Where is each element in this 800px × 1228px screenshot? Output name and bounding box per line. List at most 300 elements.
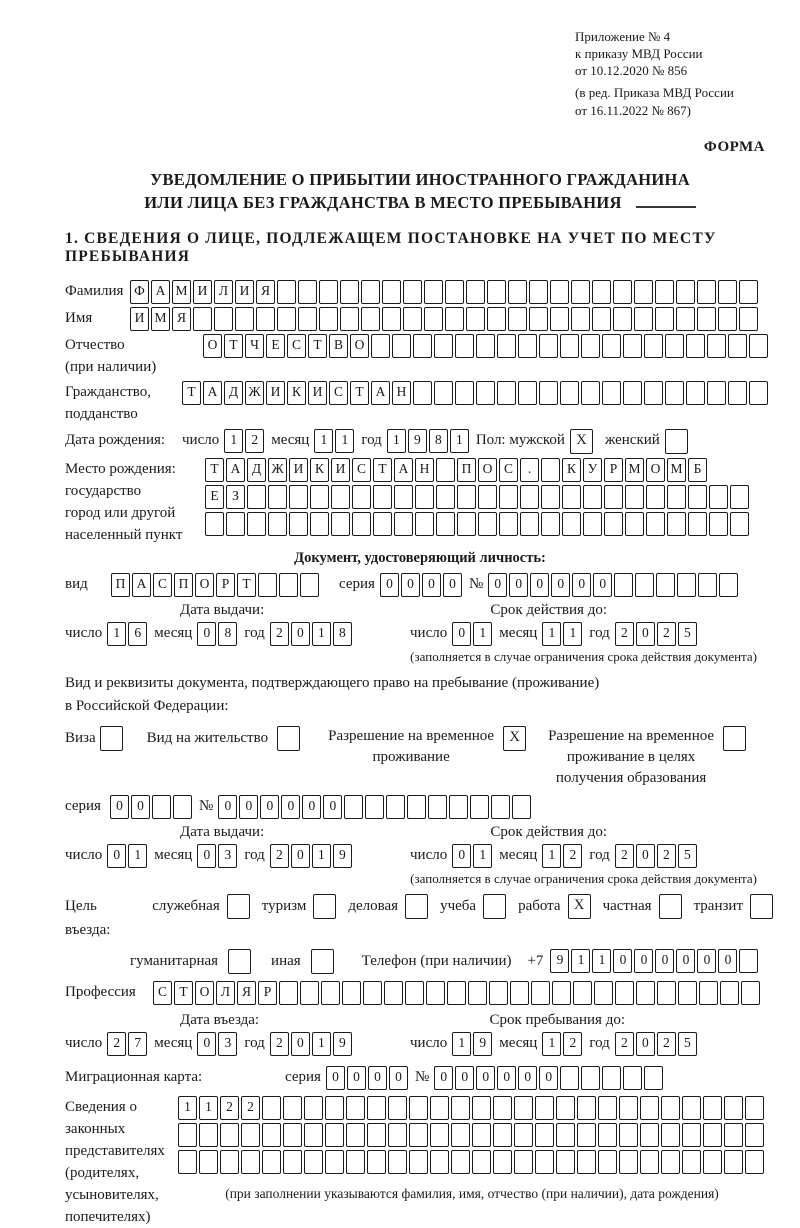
iddoc-issue-month-cells[interactable] <box>197 622 239 646</box>
cell[interactable] <box>497 381 516 405</box>
birthplace-row3-cells[interactable] <box>205 512 751 536</box>
cell[interactable] <box>667 512 686 536</box>
cell[interactable]: 1 <box>571 949 590 973</box>
cell[interactable]: О <box>195 981 214 1005</box>
cell[interactable] <box>466 280 485 304</box>
cell[interactable]: 0 <box>634 949 653 973</box>
cell[interactable] <box>424 280 443 304</box>
cell[interactable]: 2 <box>615 622 634 646</box>
cell[interactable] <box>447 981 466 1005</box>
cell[interactable]: 9 <box>408 429 427 453</box>
cell[interactable] <box>529 280 548 304</box>
cell[interactable] <box>699 981 718 1005</box>
cell[interactable]: 0 <box>422 573 441 597</box>
cell[interactable]: Н <box>392 381 411 405</box>
cell[interactable] <box>283 1096 302 1120</box>
iddoc-series-cells[interactable] <box>380 573 464 597</box>
cell[interactable] <box>468 981 487 1005</box>
cell[interactable]: Т <box>373 458 392 482</box>
cell[interactable]: С <box>287 334 306 358</box>
cell[interactable] <box>745 1150 764 1174</box>
cell[interactable] <box>298 307 317 331</box>
cell[interactable] <box>625 485 644 509</box>
cell[interactable]: Т <box>308 334 327 358</box>
entry-year-cells[interactable] <box>270 1032 354 1056</box>
cell[interactable] <box>724 1150 743 1174</box>
citizenship-cells[interactable] <box>182 381 770 405</box>
cell[interactable] <box>457 485 476 509</box>
cell[interactable] <box>667 485 686 509</box>
cell[interactable] <box>592 307 611 331</box>
cell[interactable] <box>518 334 537 358</box>
cell[interactable]: 2 <box>563 844 582 868</box>
cell[interactable] <box>405 981 424 1005</box>
entry-day-cells[interactable] <box>107 1032 149 1056</box>
cell[interactable]: 1 <box>542 622 561 646</box>
cell[interactable] <box>598 1096 617 1120</box>
cell[interactable] <box>709 512 728 536</box>
cell[interactable] <box>304 1150 323 1174</box>
cell[interactable] <box>342 981 361 1005</box>
cell[interactable] <box>392 334 411 358</box>
cell[interactable] <box>457 512 476 536</box>
cell[interactable] <box>497 334 516 358</box>
cell[interactable] <box>220 1150 239 1174</box>
migcard-series-cells[interactable] <box>326 1066 410 1090</box>
cell[interactable] <box>556 1096 575 1120</box>
cell[interactable]: С <box>153 573 172 597</box>
cell[interactable] <box>173 795 192 819</box>
cell[interactable] <box>749 334 768 358</box>
cell[interactable]: 2 <box>270 1032 289 1056</box>
cell[interactable] <box>493 1123 512 1147</box>
cell[interactable] <box>451 1150 470 1174</box>
cell[interactable] <box>466 307 485 331</box>
cell[interactable]: X <box>570 429 593 454</box>
cell[interactable] <box>581 381 600 405</box>
cell[interactable] <box>455 334 474 358</box>
cell[interactable]: 0 <box>452 844 471 868</box>
cell[interactable]: 0 <box>488 573 507 597</box>
cell[interactable] <box>247 512 266 536</box>
birthplace-row1-cells[interactable] <box>205 458 751 482</box>
cell[interactable]: И <box>130 307 149 331</box>
cell[interactable]: М <box>151 307 170 331</box>
cell[interactable] <box>214 307 233 331</box>
cell[interactable] <box>719 573 738 597</box>
iddoc-expiry-year-cells[interactable] <box>615 622 699 646</box>
cell[interactable]: 1 <box>224 429 243 453</box>
cell[interactable] <box>698 573 717 597</box>
cell[interactable]: 3 <box>218 1032 237 1056</box>
cell[interactable] <box>535 1123 554 1147</box>
cell[interactable]: 9 <box>473 1032 492 1056</box>
cell[interactable] <box>415 485 434 509</box>
birthplace-row2-cells[interactable] <box>205 485 751 509</box>
cell[interactable] <box>661 1096 680 1120</box>
cell[interactable]: 2 <box>657 622 676 646</box>
staydoc-issue-year-cells[interactable] <box>270 844 354 868</box>
cell[interactable]: 2 <box>657 1032 676 1056</box>
stay-until-year-cells[interactable] <box>615 1032 699 1056</box>
cell[interactable] <box>405 894 428 919</box>
cell[interactable] <box>682 1150 701 1174</box>
cell[interactable]: 0 <box>131 795 150 819</box>
cell[interactable]: 5 <box>678 622 697 646</box>
cell[interactable] <box>363 981 382 1005</box>
staydoc-expiry-day-cells[interactable] <box>452 844 494 868</box>
cell[interactable]: 7 <box>128 1032 147 1056</box>
cell[interactable] <box>655 307 674 331</box>
cell[interactable] <box>430 1123 449 1147</box>
cell[interactable] <box>646 512 665 536</box>
staydoc-expiry-month-cells[interactable] <box>542 844 584 868</box>
cell[interactable] <box>445 307 464 331</box>
cell[interactable]: 0 <box>518 1066 537 1090</box>
birth-month-cells[interactable] <box>314 429 356 453</box>
cell[interactable]: Ж <box>268 458 287 482</box>
cell[interactable] <box>728 334 747 358</box>
cell[interactable] <box>686 334 705 358</box>
cell[interactable] <box>277 726 300 751</box>
cell[interactable] <box>550 280 569 304</box>
cell[interactable]: 0 <box>676 949 695 973</box>
cell[interactable]: 0 <box>572 573 591 597</box>
stay-until-day-cells[interactable] <box>452 1032 494 1056</box>
cell[interactable]: 1 <box>312 1032 331 1056</box>
cell[interactable] <box>367 1150 386 1174</box>
cell[interactable] <box>409 1096 428 1120</box>
cell[interactable] <box>258 573 277 597</box>
cell[interactable] <box>199 1123 218 1147</box>
cell[interactable] <box>623 334 642 358</box>
cell[interactable]: 1 <box>314 429 333 453</box>
cell[interactable]: А <box>151 280 170 304</box>
cell[interactable] <box>514 1123 533 1147</box>
cell[interactable] <box>300 573 319 597</box>
cell[interactable] <box>373 512 392 536</box>
cell[interactable] <box>577 1150 596 1174</box>
cell[interactable]: С <box>499 458 518 482</box>
cell[interactable] <box>560 334 579 358</box>
cell[interactable] <box>723 726 746 751</box>
cell[interactable] <box>434 334 453 358</box>
cell[interactable]: А <box>371 381 390 405</box>
cell[interactable] <box>382 307 401 331</box>
cell[interactable] <box>602 381 621 405</box>
cell[interactable] <box>592 280 611 304</box>
cell[interactable]: 8 <box>218 622 237 646</box>
cell[interactable] <box>178 1123 197 1147</box>
cell[interactable]: Т <box>350 381 369 405</box>
cell[interactable] <box>325 1096 344 1120</box>
cell[interactable]: 1 <box>178 1096 197 1120</box>
cell[interactable] <box>407 795 426 819</box>
cell[interactable] <box>352 485 371 509</box>
cell[interactable]: И <box>235 280 254 304</box>
firstname-cells[interactable] <box>130 307 760 331</box>
cell[interactable] <box>655 280 674 304</box>
cell[interactable] <box>367 1123 386 1147</box>
cell[interactable]: П <box>457 458 476 482</box>
cell[interactable]: 1 <box>107 622 126 646</box>
cell[interactable]: М <box>625 458 644 482</box>
cell[interactable] <box>634 280 653 304</box>
cell[interactable] <box>730 485 749 509</box>
cell[interactable]: Ч <box>245 334 264 358</box>
cell[interactable] <box>718 307 737 331</box>
cell[interactable]: 0 <box>197 622 216 646</box>
cell[interactable] <box>491 795 510 819</box>
cell[interactable]: 0 <box>497 1066 516 1090</box>
cell[interactable] <box>331 512 350 536</box>
cell[interactable]: 2 <box>270 622 289 646</box>
cell[interactable] <box>562 485 581 509</box>
cell[interactable] <box>541 512 560 536</box>
cell[interactable] <box>657 981 676 1005</box>
cell[interactable] <box>640 1123 659 1147</box>
cell[interactable] <box>340 307 359 331</box>
cell[interactable] <box>470 795 489 819</box>
cell[interactable] <box>686 381 705 405</box>
cell[interactable]: П <box>111 573 130 597</box>
cell[interactable]: Е <box>205 485 224 509</box>
cell[interactable]: 2 <box>657 844 676 868</box>
cell[interactable]: 0 <box>380 573 399 597</box>
cell[interactable]: В <box>329 334 348 358</box>
cell[interactable] <box>449 795 468 819</box>
cell[interactable] <box>644 1066 663 1090</box>
cell[interactable]: 0 <box>593 573 612 597</box>
cell[interactable]: 0 <box>551 573 570 597</box>
cell[interactable]: А <box>203 381 222 405</box>
cell[interactable] <box>531 981 550 1005</box>
cell[interactable]: У <box>583 458 602 482</box>
cell[interactable] <box>678 981 697 1005</box>
cell[interactable] <box>604 512 623 536</box>
staydoc-issue-day-cells[interactable] <box>107 844 149 868</box>
stay-until-month-cells[interactable] <box>542 1032 584 1056</box>
cell[interactable] <box>707 334 726 358</box>
cell[interactable] <box>388 1096 407 1120</box>
cell[interactable]: Е <box>266 334 285 358</box>
iddoc-expiry-month-cells[interactable] <box>542 622 584 646</box>
cell[interactable]: 8 <box>429 429 448 453</box>
cell[interactable] <box>541 485 560 509</box>
cell[interactable] <box>556 1123 575 1147</box>
cell[interactable] <box>472 1096 491 1120</box>
cell[interactable]: 0 <box>530 573 549 597</box>
cell[interactable] <box>676 280 695 304</box>
surname-cells[interactable] <box>130 280 760 304</box>
cell[interactable] <box>279 573 298 597</box>
cell[interactable] <box>581 334 600 358</box>
private-checkbox[interactable] <box>659 894 684 919</box>
work-checkbox[interactable] <box>568 894 593 919</box>
cell[interactable] <box>598 1150 617 1174</box>
cell[interactable]: 5 <box>678 844 697 868</box>
cell[interactable]: 0 <box>281 795 300 819</box>
cell[interactable]: 0 <box>110 795 129 819</box>
cell[interactable] <box>478 512 497 536</box>
cell[interactable] <box>634 307 653 331</box>
cell[interactable]: И <box>266 381 285 405</box>
cell[interactable] <box>493 1150 512 1174</box>
cell[interactable] <box>730 512 749 536</box>
cell[interactable]: О <box>350 334 369 358</box>
cell[interactable] <box>529 307 548 331</box>
cell[interactable] <box>514 1150 533 1174</box>
cell[interactable] <box>268 512 287 536</box>
cell[interactable] <box>178 1150 197 1174</box>
cell[interactable] <box>409 1123 428 1147</box>
migcard-number-cells[interactable] <box>434 1066 665 1090</box>
cell[interactable] <box>493 1096 512 1120</box>
cell[interactable] <box>483 894 506 919</box>
cell[interactable] <box>436 458 455 482</box>
cell[interactable] <box>445 280 464 304</box>
birth-day-cells[interactable] <box>224 429 266 453</box>
cell[interactable]: А <box>226 458 245 482</box>
cell[interactable]: И <box>331 458 350 482</box>
cell[interactable] <box>614 573 633 597</box>
cell[interactable] <box>682 1123 701 1147</box>
cell[interactable]: Т <box>174 981 193 1005</box>
cell[interactable] <box>573 981 592 1005</box>
cell[interactable]: 0 <box>291 844 310 868</box>
cell[interactable] <box>241 1123 260 1147</box>
cell[interactable] <box>697 307 716 331</box>
cell[interactable] <box>499 485 518 509</box>
cell[interactable] <box>707 381 726 405</box>
cell[interactable] <box>319 280 338 304</box>
cell[interactable]: О <box>195 573 214 597</box>
cell[interactable] <box>665 334 684 358</box>
cell[interactable]: Т <box>224 334 243 358</box>
cell[interactable] <box>310 512 329 536</box>
cell[interactable] <box>510 981 529 1005</box>
cell[interactable] <box>508 307 527 331</box>
cell[interactable]: 9 <box>550 949 569 973</box>
cell[interactable] <box>394 512 413 536</box>
cell[interactable] <box>661 1123 680 1147</box>
cell[interactable] <box>604 485 623 509</box>
cell[interactable]: 2 <box>107 1032 126 1056</box>
cell[interactable]: Д <box>247 458 266 482</box>
cell[interactable] <box>728 381 747 405</box>
cell[interactable]: 0 <box>302 795 321 819</box>
cell[interactable] <box>193 307 212 331</box>
cell[interactable]: 0 <box>434 1066 453 1090</box>
cell[interactable] <box>415 512 434 536</box>
staydoc-number-cells[interactable] <box>218 795 533 819</box>
cell[interactable] <box>227 894 250 919</box>
cell[interactable] <box>388 1123 407 1147</box>
cell[interactable] <box>413 334 432 358</box>
female-checkbox[interactable] <box>665 429 690 454</box>
cell[interactable]: 1 <box>563 622 582 646</box>
cell[interactable] <box>640 1150 659 1174</box>
cell[interactable]: 1 <box>312 622 331 646</box>
cell[interactable] <box>235 307 254 331</box>
temp-residence-checkbox[interactable] <box>503 726 528 751</box>
cell[interactable] <box>577 1123 596 1147</box>
cell[interactable] <box>199 1150 218 1174</box>
cell[interactable]: М <box>667 458 686 482</box>
cell[interactable] <box>571 307 590 331</box>
cell[interactable]: 0 <box>239 795 258 819</box>
male-checkbox[interactable] <box>570 429 595 454</box>
cell[interactable] <box>615 981 634 1005</box>
cell[interactable] <box>319 307 338 331</box>
cell[interactable] <box>283 1150 302 1174</box>
cell[interactable] <box>298 280 317 304</box>
cell[interactable] <box>451 1123 470 1147</box>
cell[interactable] <box>739 307 758 331</box>
cell[interactable] <box>476 381 495 405</box>
cell[interactable]: Я <box>237 981 256 1005</box>
cell[interactable] <box>487 280 506 304</box>
cell[interactable]: Т <box>182 381 201 405</box>
cell[interactable] <box>373 485 392 509</box>
birth-year-cells[interactable] <box>387 429 471 453</box>
cell[interactable]: Б <box>688 458 707 482</box>
cell[interactable]: 0 <box>323 795 342 819</box>
visa-checkbox[interactable] <box>100 726 125 751</box>
cell[interactable] <box>325 1123 344 1147</box>
cell[interactable] <box>724 1123 743 1147</box>
cell[interactable] <box>262 1096 281 1120</box>
representatives-row2-cells[interactable] <box>178 1123 766 1147</box>
cell[interactable]: Н <box>415 458 434 482</box>
cell[interactable] <box>636 981 655 1005</box>
cell[interactable] <box>665 381 684 405</box>
cell[interactable]: Т <box>237 573 256 597</box>
official-checkbox[interactable] <box>227 894 252 919</box>
cell[interactable]: Я <box>172 307 191 331</box>
cell[interactable]: 2 <box>241 1096 260 1120</box>
cell[interactable] <box>619 1096 638 1120</box>
cell[interactable] <box>577 1096 596 1120</box>
cell[interactable] <box>455 381 474 405</box>
cell[interactable]: 0 <box>718 949 737 973</box>
cell[interactable] <box>560 381 579 405</box>
transit-checkbox[interactable] <box>750 894 775 919</box>
cell[interactable] <box>539 381 558 405</box>
cell[interactable]: К <box>310 458 329 482</box>
cell[interactable]: П <box>174 573 193 597</box>
cell[interactable]: Т <box>205 458 224 482</box>
cell[interactable] <box>386 795 405 819</box>
cell[interactable]: Ф <box>130 280 149 304</box>
cell[interactable] <box>656 573 675 597</box>
cell[interactable]: 5 <box>678 1032 697 1056</box>
humanitarian-checkbox[interactable] <box>228 949 253 974</box>
cell[interactable]: 0 <box>452 622 471 646</box>
cell[interactable] <box>430 1096 449 1120</box>
tourism-checkbox[interactable] <box>313 894 338 919</box>
cell[interactable]: С <box>352 458 371 482</box>
staydoc-expiry-year-cells[interactable] <box>615 844 699 868</box>
cell[interactable] <box>718 280 737 304</box>
cell[interactable] <box>571 280 590 304</box>
cell[interactable] <box>541 458 560 482</box>
cell[interactable]: 9 <box>333 1032 352 1056</box>
cell[interactable] <box>289 512 308 536</box>
cell[interactable] <box>514 1096 533 1120</box>
cell[interactable] <box>256 307 275 331</box>
cell[interactable] <box>703 1096 722 1120</box>
